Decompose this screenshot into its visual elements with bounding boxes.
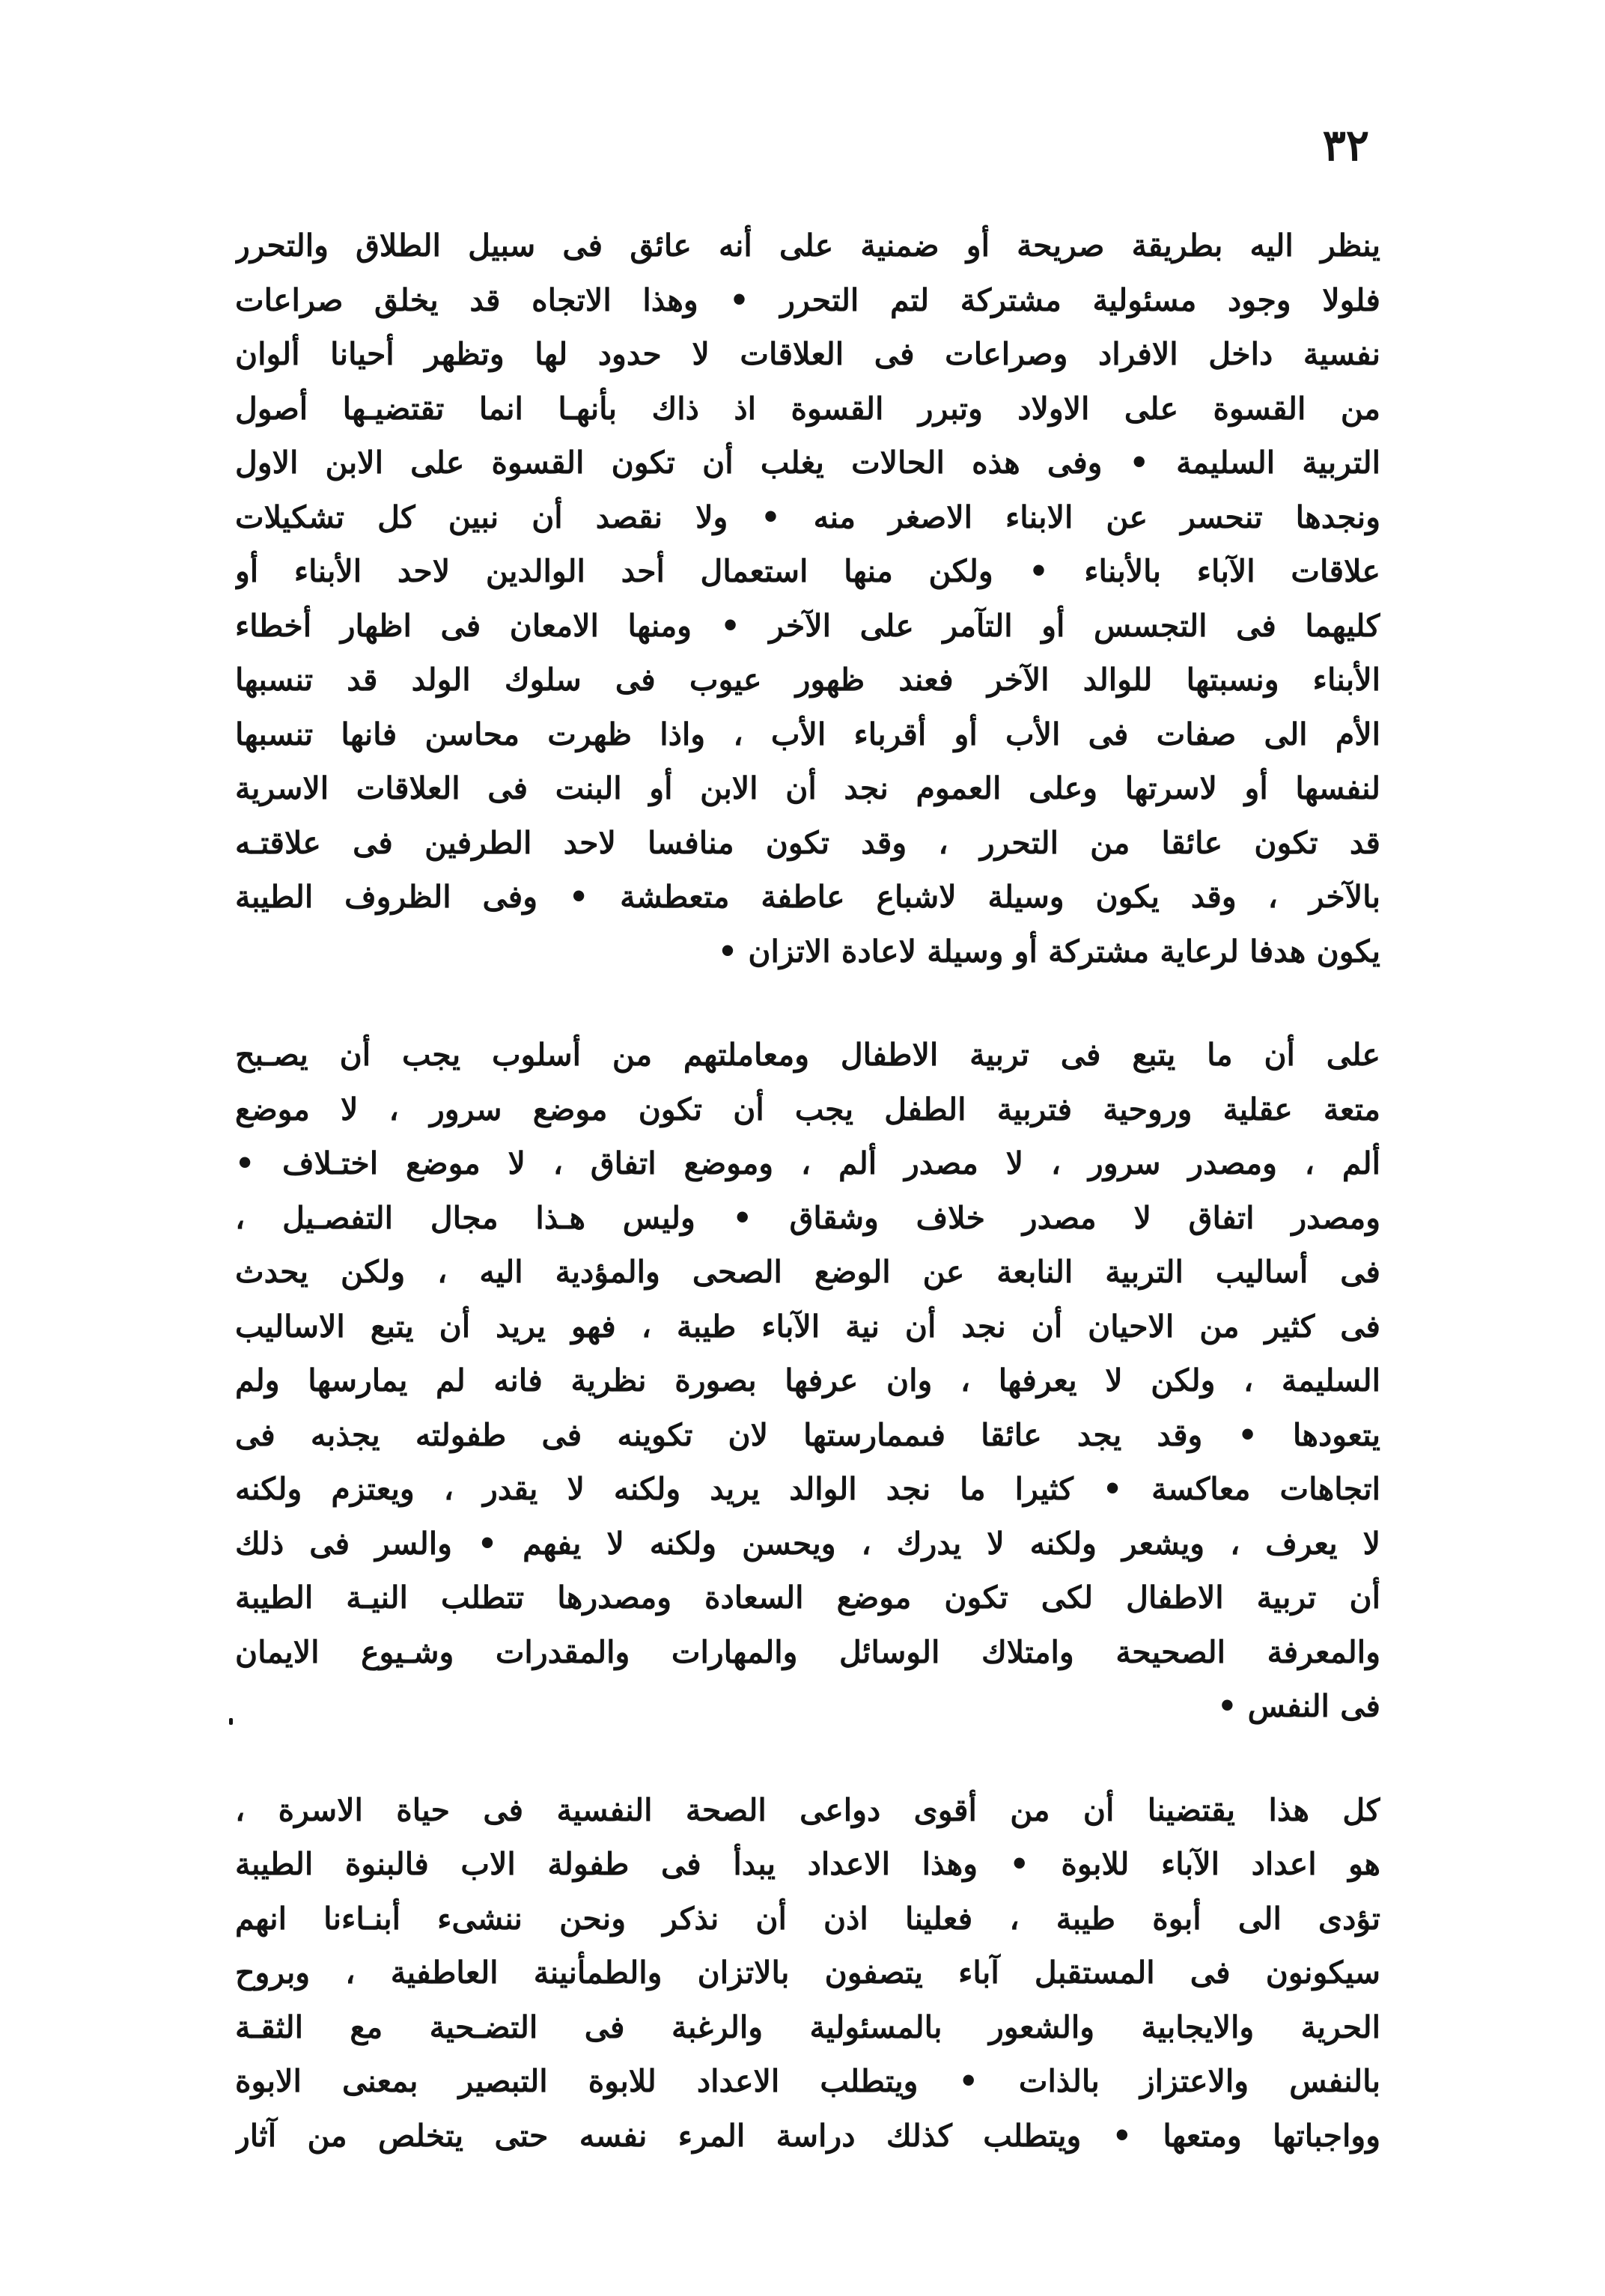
text-line: يتعودها • وقد يجد عائقا فىممارستها لان تكوينه فى طفولته يجذبه فى: [235, 1416, 1380, 1453]
text-line: على أن ما يتبع فى تربية الاطفال ومعاملتهم من أسلوب يجب أن يصـبح: [235, 1037, 1380, 1073]
text-line: فلولا وجود مسئولية مشتركة لتم التحرر • وهذا الاتجاه قد يخلق صراعات: [235, 281, 1380, 318]
text-line: اتجاهات معاكسة • كثيرا ما نجد الوالد يريد ولكنه لا يقدر ، ويعتزم ولكنه: [235, 1471, 1380, 1507]
text-line: لا يعرف ، ويشعر ولكنه لا يدرك ، ويحسن ولكنه لا يفهم • والسر فى ذلك: [235, 1525, 1380, 1562]
text-line: والمعرفة الصحيحة وامتلاك الوسائل والمهارات والمقدرات وشـيوع الايمان: [235, 1633, 1380, 1670]
text-line: يكون هدفا لرعاية مشتركة أو وسيلة لاعادة الاتزان •: [717, 933, 1380, 969]
text-line: ومصدر اتفاق لا مصدر خلاف وشقاق • وليس هـذا مجال التفصـيل ،: [235, 1199, 1380, 1236]
text-line: هو اعداد الآباء للابوة • وهذا الاعداد يبدأ فى طفولة الاب فالبنوة الطيبة: [235, 1846, 1380, 1882]
text-line: ألم ، ومصدر سرور ، لا مصدر ألم ، وموضع اتفاق ، لا موضع اختـلاف •: [235, 1145, 1380, 1181]
text-line: ينظر اليه بطريقة صريحة أو ضمنية على أنه عائق فى سبيل الطلاق والتحرر: [235, 228, 1380, 264]
text-line: أن تربية الاطفال لكى تكون موضع السعادة ومصدرها تتطلب النيـة الطيبة: [235, 1580, 1380, 1616]
text-line: السليمة ، ولكن لا يعرفها ، وان عرفها بصورة نظرية فانه لم يمارسها ولم: [235, 1362, 1380, 1398]
text-line: التربية السليمة • وفى هذه الحالات يغلب أن تكون القسوة على الابن الاول: [235, 445, 1380, 481]
text-line: فى أساليب التربية النابعة عن الوضع الصحى والمؤدية اليه ، ولكن يحدث: [235, 1254, 1380, 1290]
paragraph-3: [235, 1783, 1380, 2163]
paragraph-2: [235, 1028, 1380, 1734]
text-line: الأبناء ونسبتها للوالد الآخر فعند ظهور عيوب فى سلوك الولد قد تنسبها: [235, 662, 1380, 698]
text-line: الأم الى صفات فى الأب أو أقرباء الأب ، واذا ظهرت محاسن فانها تنسبها: [235, 716, 1380, 752]
text-line: فى كثير من الاحيان أن نجد أن نية الآباء طيبة ، فهو يريد أن يتبع الاساليب: [235, 1308, 1380, 1345]
text-line: فى النفس •: [1217, 1688, 1380, 1724]
text-line: تؤدى الى أبوة طيبة ، فعلينا اذن أن نذكر ونحن ننشىء أبنـاءنا انهم: [235, 1900, 1380, 1937]
text-line: متعة عقلية وروحية فتربية الطفل يجب أن تكون موضع سرور ، لا موضع: [235, 1091, 1380, 1127]
text-line: علاقات الآباء بالأبناء • ولكن منها استعمال أحد الوالدين لاحد الأبناء أو: [235, 553, 1380, 589]
text-line: بالآخر ، وقد يكون وسيلة لاشباع عاطفة متعطشة • وفى الظروف الطيبة: [235, 879, 1380, 915]
body-text: [235, 219, 1380, 2163]
text-line: كليهما فى التجسس أو التآمر على الآخر • ومنها الامعان فى اظهار أخطاء: [235, 607, 1380, 644]
text-line: كل هذا يقتضينا أن من أقوى دواعى الصحة النفسية فى حياة الاسرة ،: [235, 1791, 1380, 1828]
text-line: بالنفس والاعتزاز بالذات • ويتطلب الاعداد للابوة التبصير بمعنى الابوة: [235, 2063, 1380, 2099]
page-number: ٣٢: [1322, 120, 1369, 171]
text-line: الحرية والايجابية والشعور بالمسئولية والرغبة فى التضـحية مع الثقـة: [235, 2009, 1380, 2045]
text-line: سيكونون فى المستقبل آباء يتصفون بالاتزان والطمأنينة العاطفية ، وبروح: [235, 1955, 1380, 1991]
text-line: وواجباتها ومتعها • ويتطلب كذلك دراسة المرء نفسه حتى يتخلص من آثار: [235, 2117, 1380, 2154]
paragraph-1: [235, 219, 1380, 978]
text-line: قد تكون عائقا من التحرر ، وقد تكون منافسا لاحد الطرفين فى علاقتـه: [235, 824, 1380, 861]
text-line: نفسية داخل الافراد وصراعات فى العلاقات لا حدود لها وتظهر أحيانا ألوان: [235, 336, 1380, 372]
text-line: ونجدها تنحسر عن الابناء الاصغر منه • ولا نقصد أن نبين كل تشكيلات: [235, 499, 1380, 535]
text-line: لنفسها أو لاسرتها وعلى العموم نجد أن الابن أو البنت فى العلاقات الاسرية: [235, 770, 1380, 806]
scan-speck: [229, 1718, 233, 1725]
text-line: من القسوة على الاولاد وتبرر القسوة اذ ذاك بأنهـا انما تقتضيـها أصول: [235, 390, 1380, 427]
